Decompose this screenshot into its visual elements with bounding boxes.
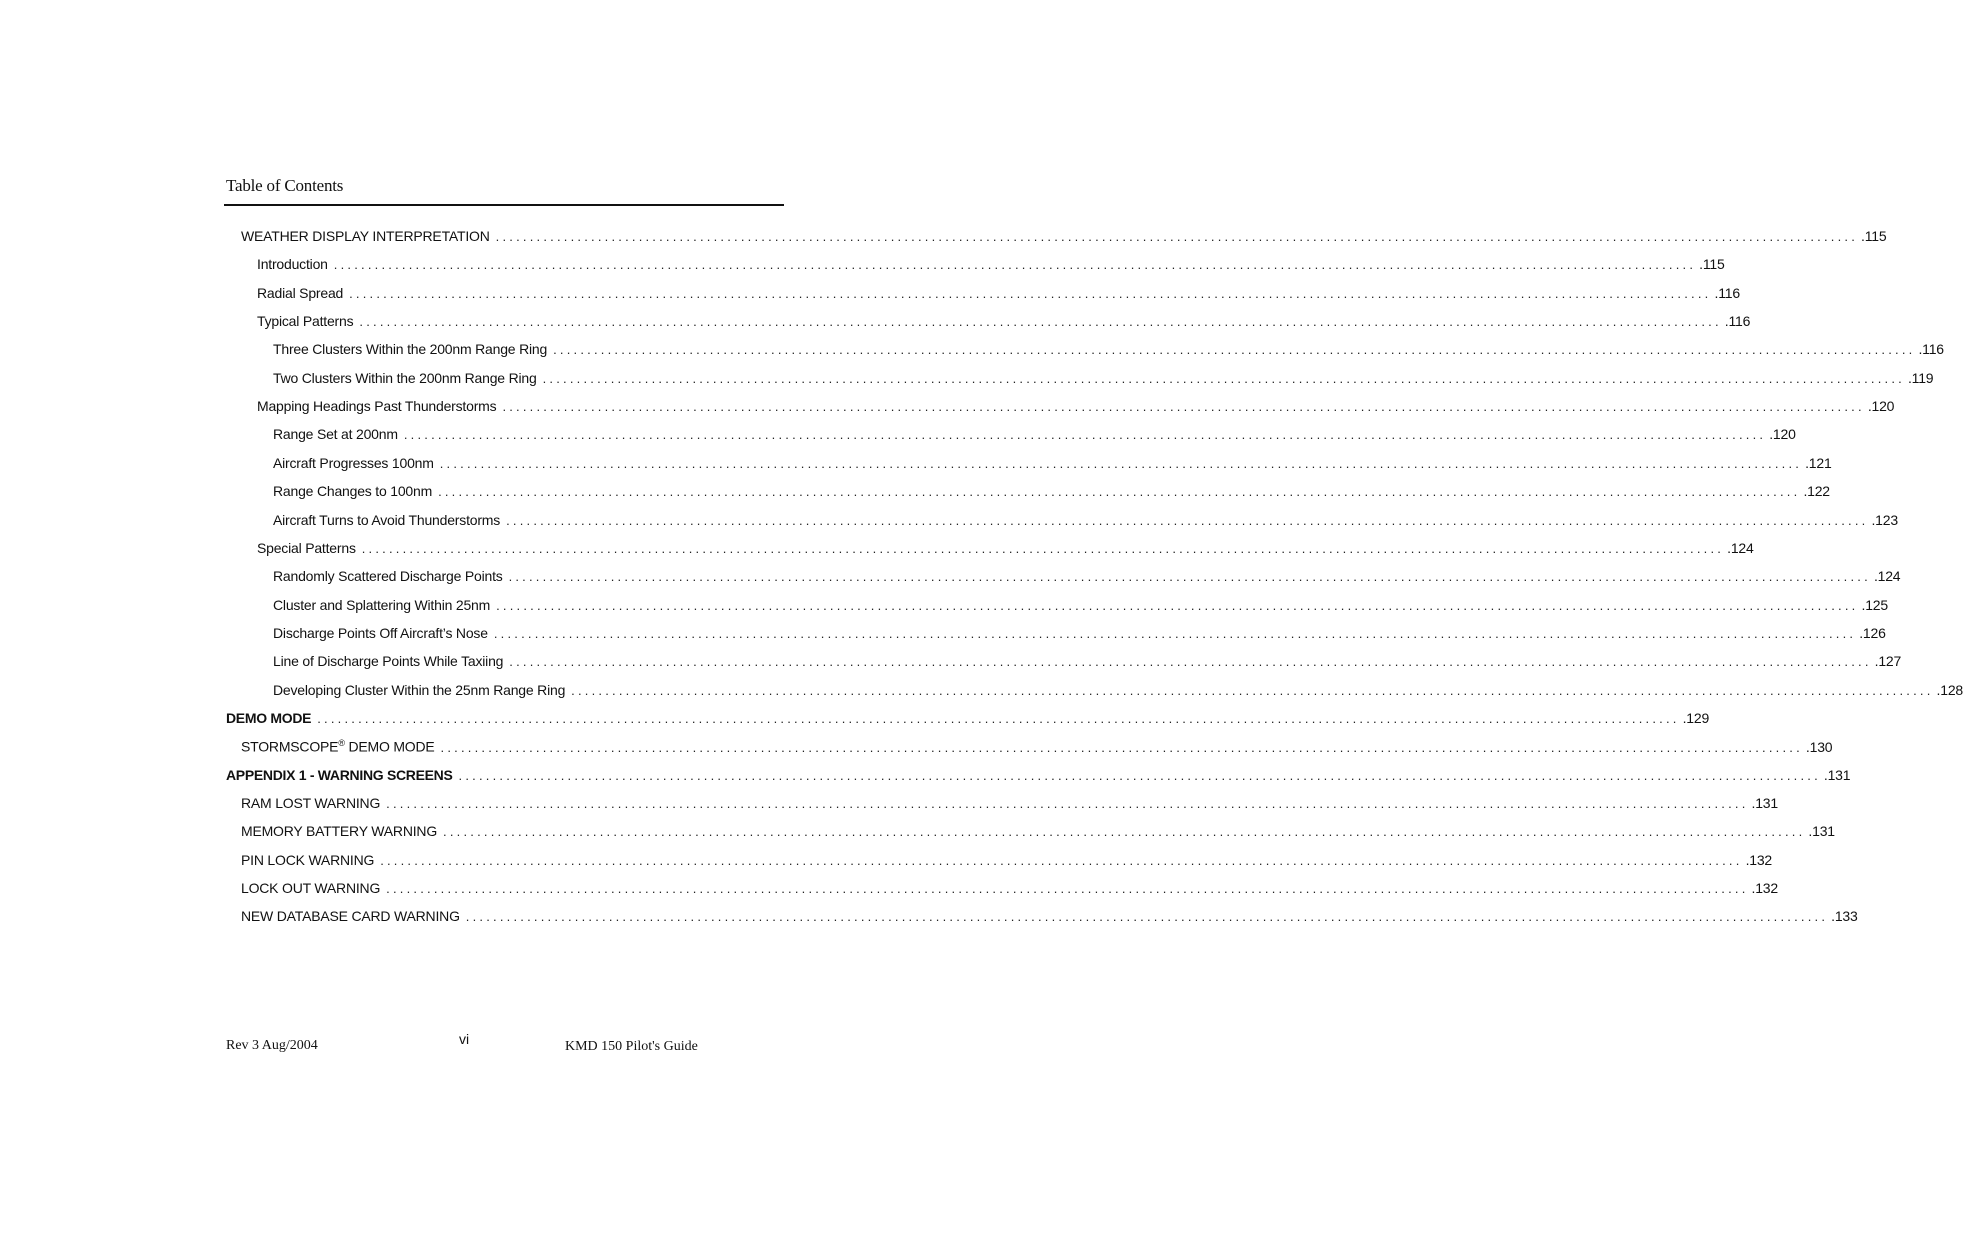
toc-entry-label: Aircraft Turns to Avoid Thunderstorms [273,511,501,528]
toc-entry[interactable] [241,880,1778,897]
toc-entry[interactable] [226,709,1710,726]
dot-leader: ........................................................................................................................................................................................................ [403,427,1767,443]
toc-entry-label: Introduction [257,256,328,273]
toc-entry-page: .119 [1907,369,1934,386]
toc-entry-label: Randomly Scattered Discharge Points [273,568,503,585]
toc-entry[interactable] [273,426,1796,443]
toc-entry-page: .115 [1699,256,1725,273]
toc-entry[interactable] [257,256,1725,273]
toc-entry-page: .129 [1682,709,1710,726]
dot-leader: ........................................................................................................................................................................................................ [502,399,1865,415]
toc-entry-label: STORMSCOPE® DEMO MODE [241,738,435,755]
dot-leader: ........................................................................................................................................................................................................ [440,739,1803,755]
dot-leader: ........................................................................................................................................................................................................ [386,796,1749,811]
toc-entry-page: .128 [1936,681,1963,698]
toc-entry-page: .133 [1831,908,1858,925]
toc-entry-page: .115 [1861,228,1887,244]
toc-entry[interactable] [257,398,1895,415]
toc-entry[interactable] [241,795,1778,811]
dot-leader: ........................................................................................................................................................................................................ [361,540,1725,556]
toc-entry[interactable] [257,313,1751,330]
toc-entry-page: .127 [1874,653,1902,670]
toc-entry-label: MEMORY BATTERY WARNING [241,823,438,840]
dot-leader: ........................................................................................................................................................................................................ [506,512,1869,528]
toc-entry[interactable] [273,369,1934,386]
toc-entry-label: NEW DATABASE CARD WARNING [241,908,460,925]
footer-page-number: vi [459,1031,470,1047]
toc-entry-page: .116 [1714,284,1740,301]
page-title: Table of Contents [226,176,344,195]
toc-entry-label: Two Clusters Within the 200nm Range Ring [273,369,537,386]
toc-entry[interactable] [226,766,1851,783]
toc-entry-page: .131 [1808,823,1835,840]
dot-leader: ........................................................................................................................................................................................................ [495,229,1859,244]
toc-entry[interactable] [273,596,1888,613]
toc-entry-label: RAM LOST WARNING [241,795,381,811]
toc-entry-page: .131 [1751,795,1778,811]
toc-entry-page: .132 [1745,851,1773,868]
toc-entry-label: Radial Spread [257,284,344,301]
dot-leader: ........................................................................................................................................................................................................ [496,597,1859,613]
toc-entry-page: .130 [1805,738,1833,755]
toc-entry-label: Cluster and Splattering Within 25nm [273,596,491,613]
toc-entry-label: Special Patterns [257,539,356,556]
toc-entry-page: .124 [1727,539,1754,556]
toc-entry-page: .125 [1861,596,1888,613]
toc-entry[interactable] [241,228,1887,244]
dot-leader: ........................................................................................................................................................................................................ [458,767,1821,783]
dot-leader: ........................................................................................................................................................................................................ [317,710,1680,726]
toc-entry-page: .124 [1873,568,1901,585]
dot-leader: ........................................................................................................................................................................................................ [493,625,1857,641]
toc-entry[interactable] [273,511,1898,528]
toc-entry-page: .116 [1918,341,1944,358]
toc-entry-label: Line of Discharge Points While Taxiing [273,653,504,670]
toc-entry-label: Discharge Points Off Aircraft’s Nose [273,624,488,641]
toc-entry[interactable] [273,341,1944,358]
dot-leader: ........................................................................................................................................................................................................ [333,257,1697,273]
toc-entry[interactable] [241,851,1773,868]
toc-entry-label: Three Clusters Within the 200nm Range Ring [273,341,548,358]
toc-entry[interactable] [273,568,1901,585]
toc-entry[interactable] [273,483,1830,500]
toc-entry-page: .120 [1867,398,1895,415]
toc-entry[interactable] [241,823,1835,840]
toc-entry-label: WEATHER DISPLAY INTERPRETATION [241,228,490,244]
dot-leader: ........................................................................................................................................................................................................ [349,285,1712,301]
dot-leader: ........................................................................................................................................................................................................ [553,342,1916,358]
toc-entry-label: PIN LOCK WARNING [241,851,375,868]
dot-leader: ........................................................................................................................................................................................................ [443,824,1806,840]
toc-entry-page: .123 [1871,511,1898,528]
dot-leader: ........................................................................................................................................................................................................ [439,455,1803,471]
header-rule [224,204,784,206]
toc-entry-page: .132 [1751,880,1778,897]
toc-entry[interactable] [273,653,1902,670]
toc-entry-label: APPENDIX 1 - WARNING SCREENS [226,766,453,783]
toc-entry-label: DEMO MODE [226,709,312,726]
toc-entry-label: Typical Patterns [257,313,354,330]
toc-entry-label: Range Set at 200nm [273,426,398,443]
dot-leader: ........................................................................................................................................................................................................ [386,881,1749,897]
toc-entry-label: Range Changes to 100nm [273,483,433,500]
footer-guide-title: KMD 150 Pilot's Guide [565,1039,698,1054]
footer-revision: Rev 3 Aug/2004 [226,1038,318,1053]
registered-mark: ® [338,738,345,749]
dot-leader: ........................................................................................................................................................................................................ [508,569,1871,585]
toc-entry[interactable] [257,539,1754,556]
toc-entry-page: .131 [1823,766,1851,783]
toc-entry[interactable] [241,908,1858,925]
toc-entry[interactable] [273,681,1963,698]
toc-entry[interactable] [273,454,1832,471]
dot-leader: ........................................................................................................................................................................................................ [465,909,1829,925]
dot-leader: ........................................................................................................................................................................................................ [542,370,1905,386]
toc-entry-page: .116 [1724,313,1751,330]
dot-leader: ........................................................................................................................................................................................................ [509,654,1872,670]
toc-entry-page: .122 [1803,483,1830,500]
toc-entry[interactable] [273,624,1886,641]
dot-leader: ........................................................................................................................................................................................................ [359,314,1722,330]
toc-entry-page: .120 [1769,426,1796,443]
toc-entry-page: .126 [1859,624,1886,641]
dot-leader: ........................................................................................................................................................................................................ [438,484,1801,500]
toc-entry[interactable] [257,284,1740,301]
toc-entry[interactable] [241,738,1833,755]
toc-entry-label: LOCK OUT WARNING [241,880,381,897]
toc-entry-label: Developing Cluster Within the 25nm Range Ring [273,681,566,698]
toc-entry-label: Aircraft Progresses 100nm [273,454,434,471]
dot-leader: ........................................................................................................................................................................................................ [571,682,1934,698]
toc-entry-page: .121 [1805,454,1832,471]
dot-leader: ........................................................................................................................................................................................................ [380,852,1743,868]
toc-entry-label: Mapping Headings Past Thunderstorms [257,398,497,415]
